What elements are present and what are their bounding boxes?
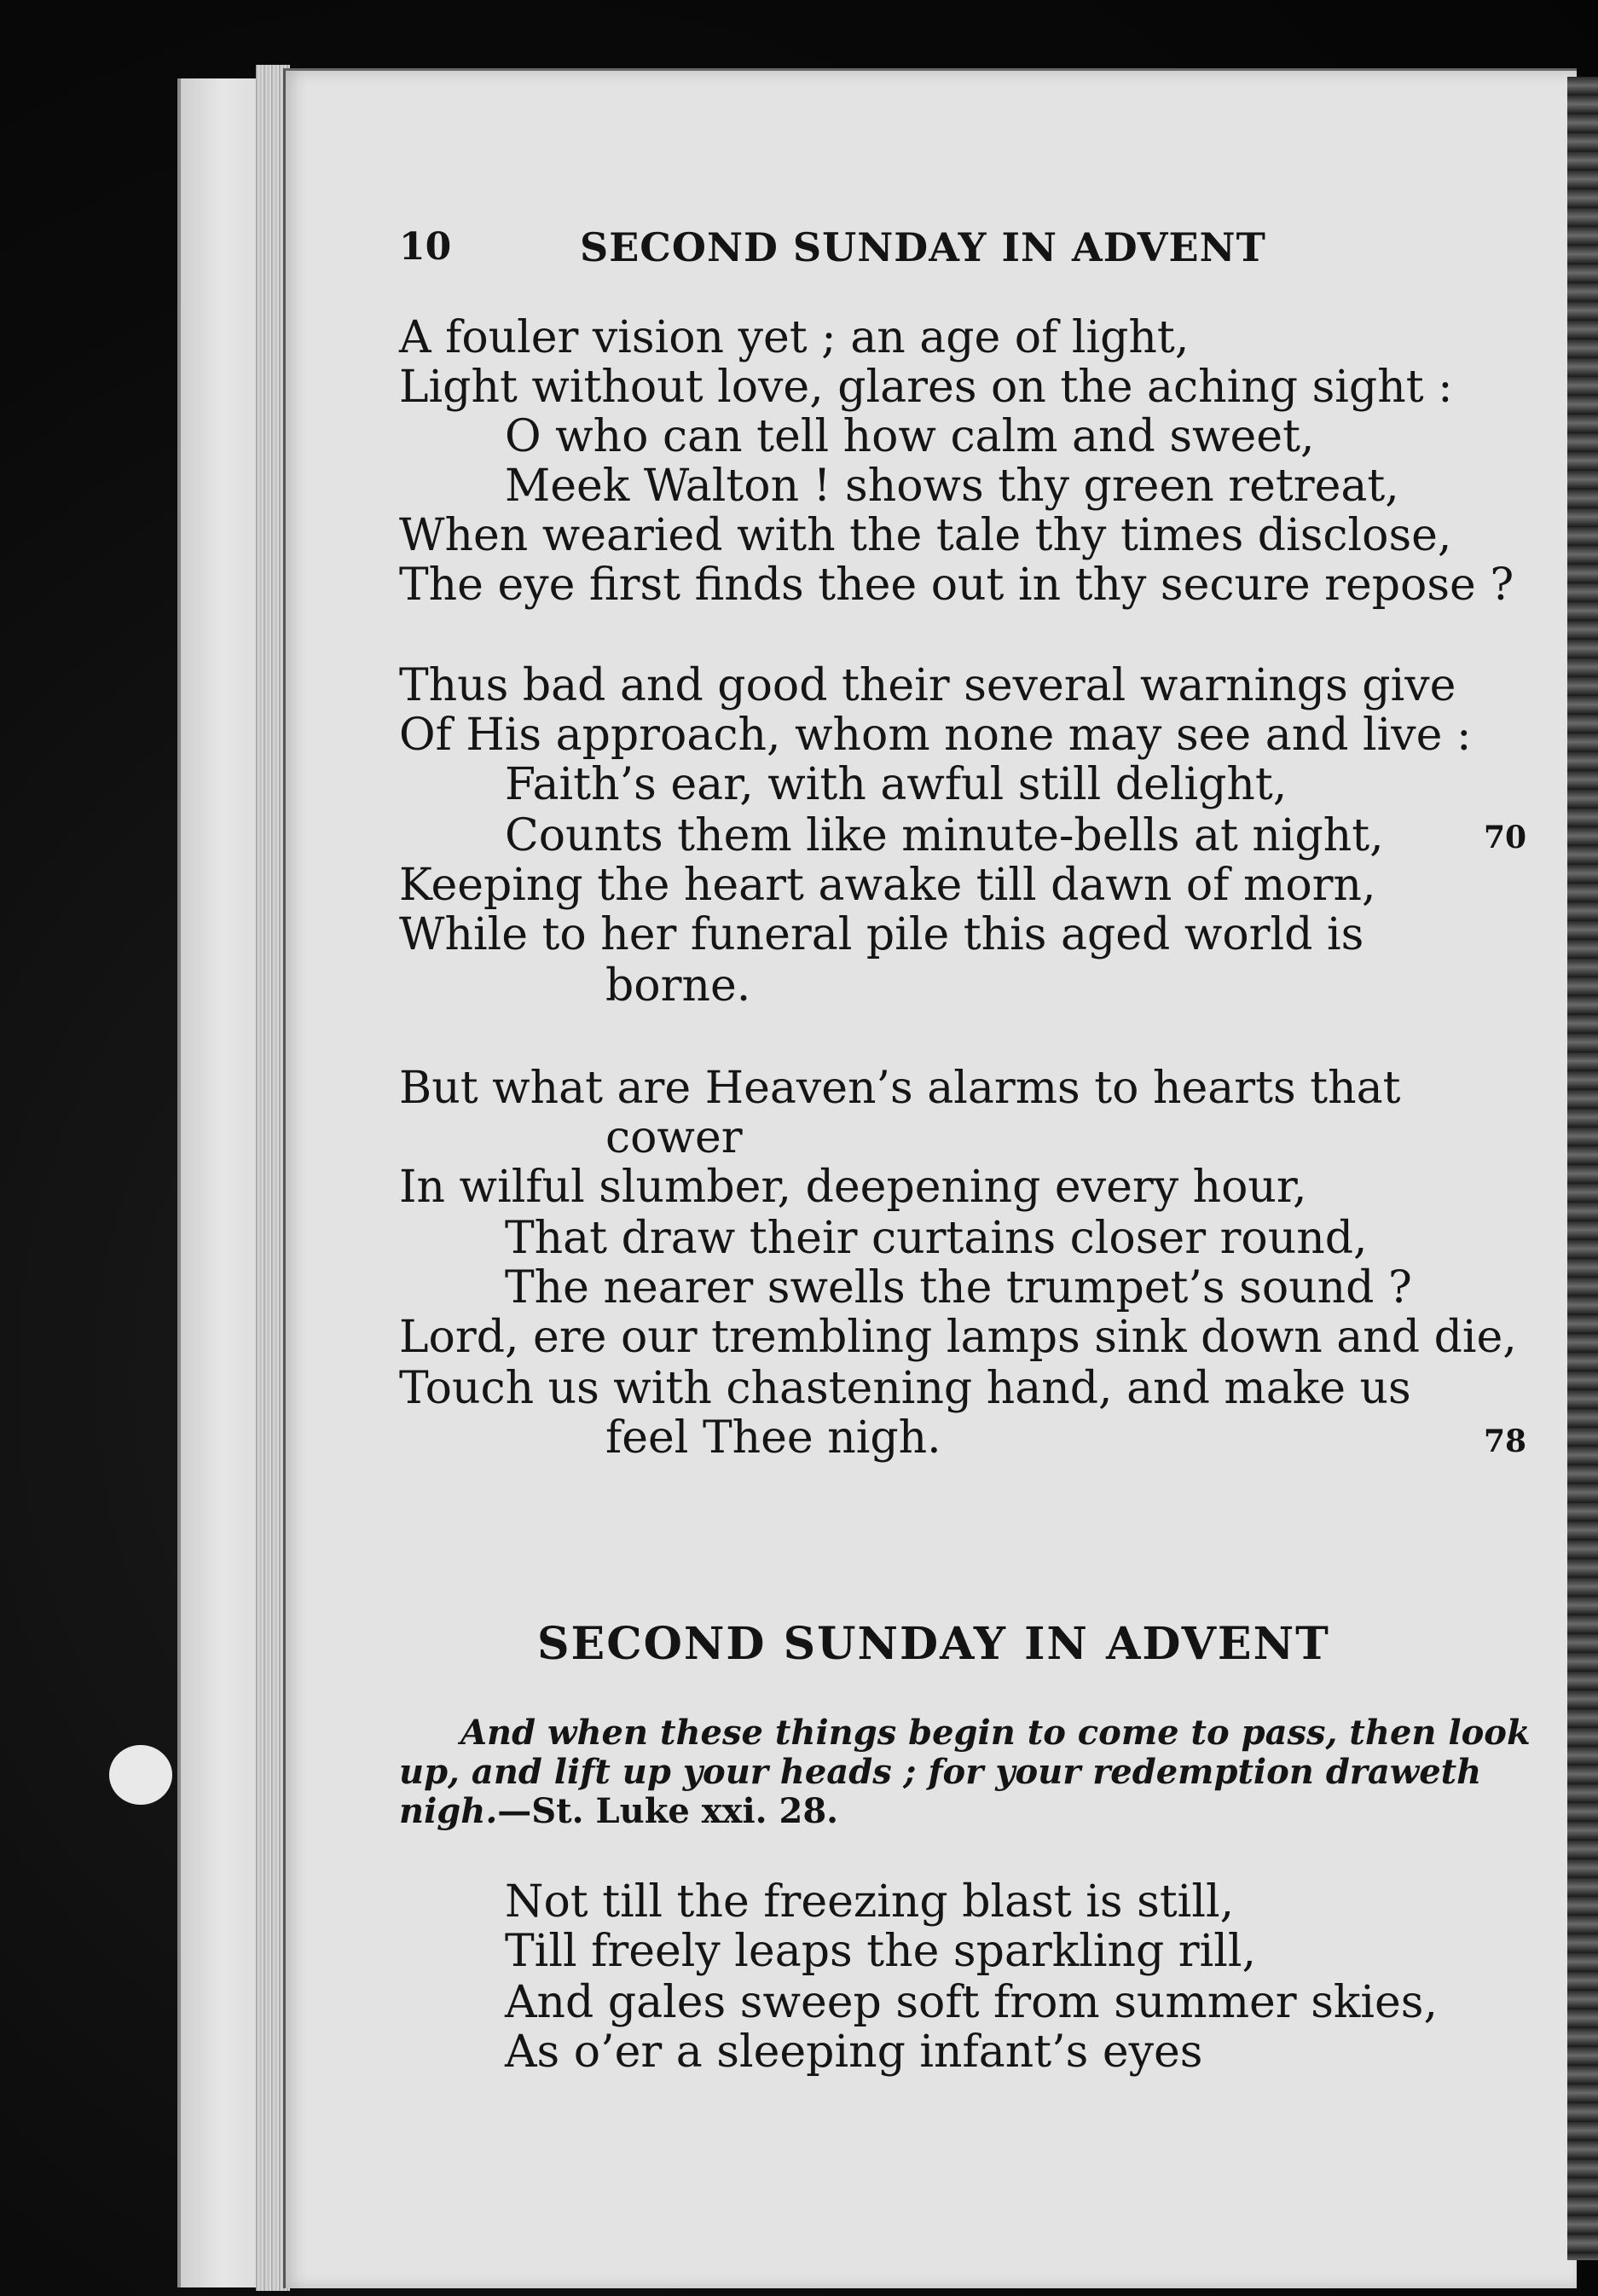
paper-hole [109, 1745, 172, 1805]
poem-line: Of His approach, whom none may see and live : [399, 710, 1472, 761]
epigraph-line: up, and lift up your heads ; for your redemption draweth [399, 1752, 1482, 1792]
poem-line: cower [605, 1112, 743, 1163]
poem-line: Lord, ere our trembling lamps sink down and die, [399, 1312, 1517, 1363]
line-number: 78 [1484, 1423, 1527, 1459]
poem-line: Meek Walton ! shows thy green retreat, [505, 461, 1399, 512]
poem-line: Thus bad and good their several warnings give [399, 660, 1456, 711]
poem-line: When wearied with the tale thy times disclose, [399, 510, 1452, 561]
poem-line: A fouler vision yet ; an age of light, [399, 312, 1190, 363]
epigraph-citation [399, 1791, 838, 1832]
poem-line: O who can tell how calm and sweet, [505, 411, 1315, 462]
poem-line: feel Thee nigh. [605, 1412, 941, 1464]
right-binding-edge [1567, 77, 1598, 2260]
poem-line: borne. [605, 960, 751, 1012]
poem-line: Counts them like minute-bells at night, [505, 810, 1384, 861]
section-title: SECOND SUNDAY IN ADVENT [537, 1618, 1330, 1670]
poem-line: Faith’s ear, with awful still delight, [505, 759, 1288, 810]
epigraph-end-word: nigh. [399, 1791, 498, 1831]
poem-line: Not till the freezing blast is still, [505, 1876, 1235, 1928]
poem-line: Light without love, glares on the aching sight : [399, 362, 1453, 413]
running-title: SECOND SUNDAY IN ADVENT [580, 224, 1266, 270]
page-number: 10 [399, 225, 452, 269]
poem-line: While to her funeral pile this aged world is [399, 909, 1364, 960]
poem-line: Touch us with chastening hand, and make us [399, 1363, 1411, 1414]
poem-line: As o’er a sleeping infant’s eyes [505, 2026, 1203, 2078]
poem-line: Keeping the heart awake till dawn of morn, [399, 860, 1376, 911]
epigraph-line: And when these things begin to come to pass, then look [460, 1713, 1531, 1753]
poem-line: That draw their curtains closer round, [505, 1213, 1368, 1264]
poem-line: Till freely leaps the sparkling rill, [505, 1926, 1257, 1977]
poem-line: The eye first finds thee out in thy secure repose ? [399, 560, 1514, 611]
scripture-reference: —St. Luke xxi. 28. [497, 1791, 839, 1831]
line-number: 70 [1484, 820, 1527, 855]
poem-line: In wilful slumber, deepening every hour, [399, 1162, 1307, 1213]
poem-line: And gales sweep soft from summer skies, [505, 1977, 1439, 2028]
poem-line: But what are Heaven’s alarms to hearts that [399, 1063, 1401, 1114]
poem-line: The nearer swells the trumpet’s sound ? [505, 1262, 1412, 1313]
